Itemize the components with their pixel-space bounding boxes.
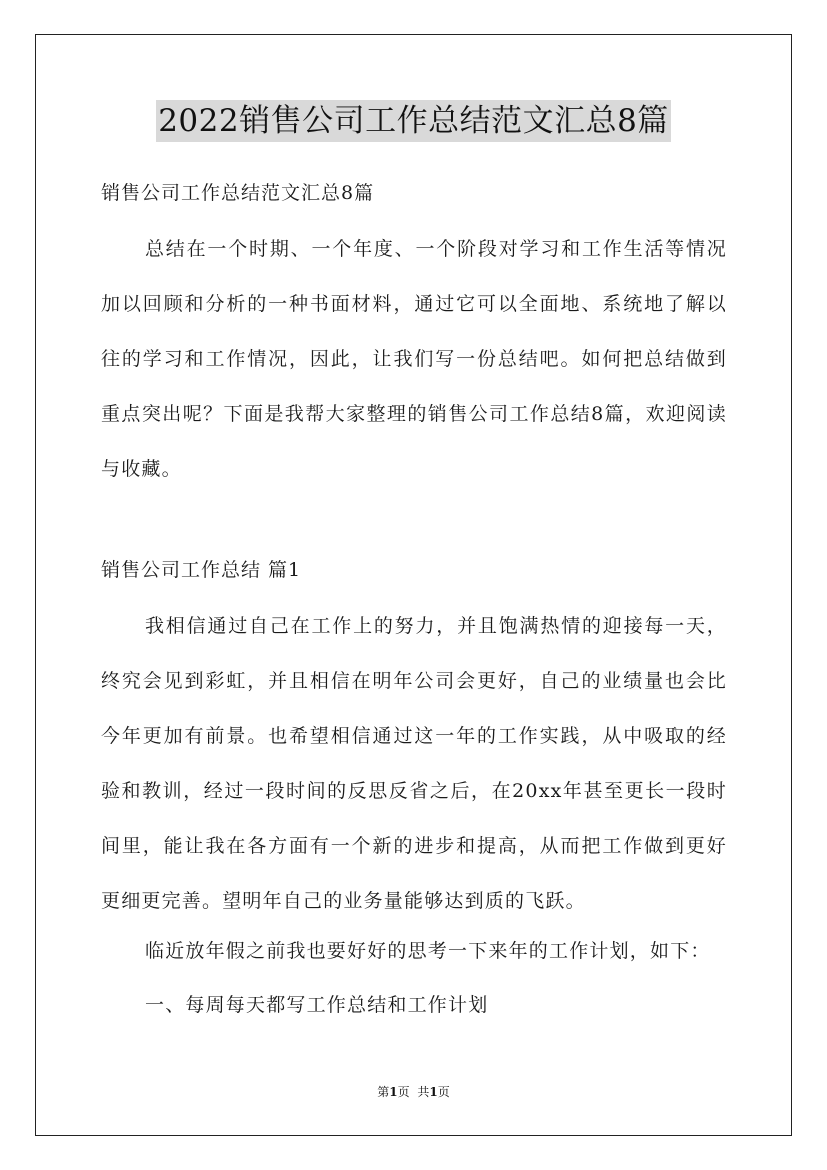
footer-page-suffix: 页 (397, 1085, 410, 1099)
section-paragraph-3: 一、每周每天都写工作总结和工作计划 (145, 994, 489, 1016)
section-heading: 销售公司工作总结 篇1 (101, 559, 302, 581)
document-title: 2022销售公司工作总结范文汇总8篇 (156, 100, 671, 142)
footer-total-prefix: 共 (417, 1085, 430, 1099)
footer-total-suffix: 页 (437, 1085, 450, 1099)
page-footer (0, 1083, 827, 1101)
document-title-container (0, 100, 827, 142)
section-paragraph-1: 我相信通过自己在工作上的努力，并且饱满热情的迎接每一天，终究会见到彩虹，并且相信在明年公司会更好，自己的业绩量也会比今年更加有前景。也希望相信通过这一年的工作实践，从中吸取的经验和教训，经过一段时间的反思反省之后，在20xx年甚至更长一段时间里，能让我在各方面有一个新的进步和提高，从而把工作做到更好更细更完善。望明年自己的业务量能够达到质的飞跃。 (101, 615, 727, 912)
footer-total-pages: 1 (429, 1085, 438, 1099)
section-paragraph-2: 临近放年假之前我也要好好的思考一下来年的工作计划，如下： (145, 940, 711, 962)
footer-page-number: 1 (389, 1085, 398, 1099)
document-subtitle: 销售公司工作总结范文汇总8篇 (101, 182, 375, 204)
intro-paragraph: 总结在一个时期、一个年度、一个阶段对学习和工作生活等情况加以回顾和分析的一种书面材料，通过它可以全面地、系统地了解以往的学习和工作情况，因此，让我们写一份总结吧。如何把总结做到重点突出呢？下面是我帮大家整理的销售公司工作总结8篇，欢迎阅读与收藏。 (101, 238, 727, 480)
footer-page-prefix: 第 (377, 1085, 390, 1099)
